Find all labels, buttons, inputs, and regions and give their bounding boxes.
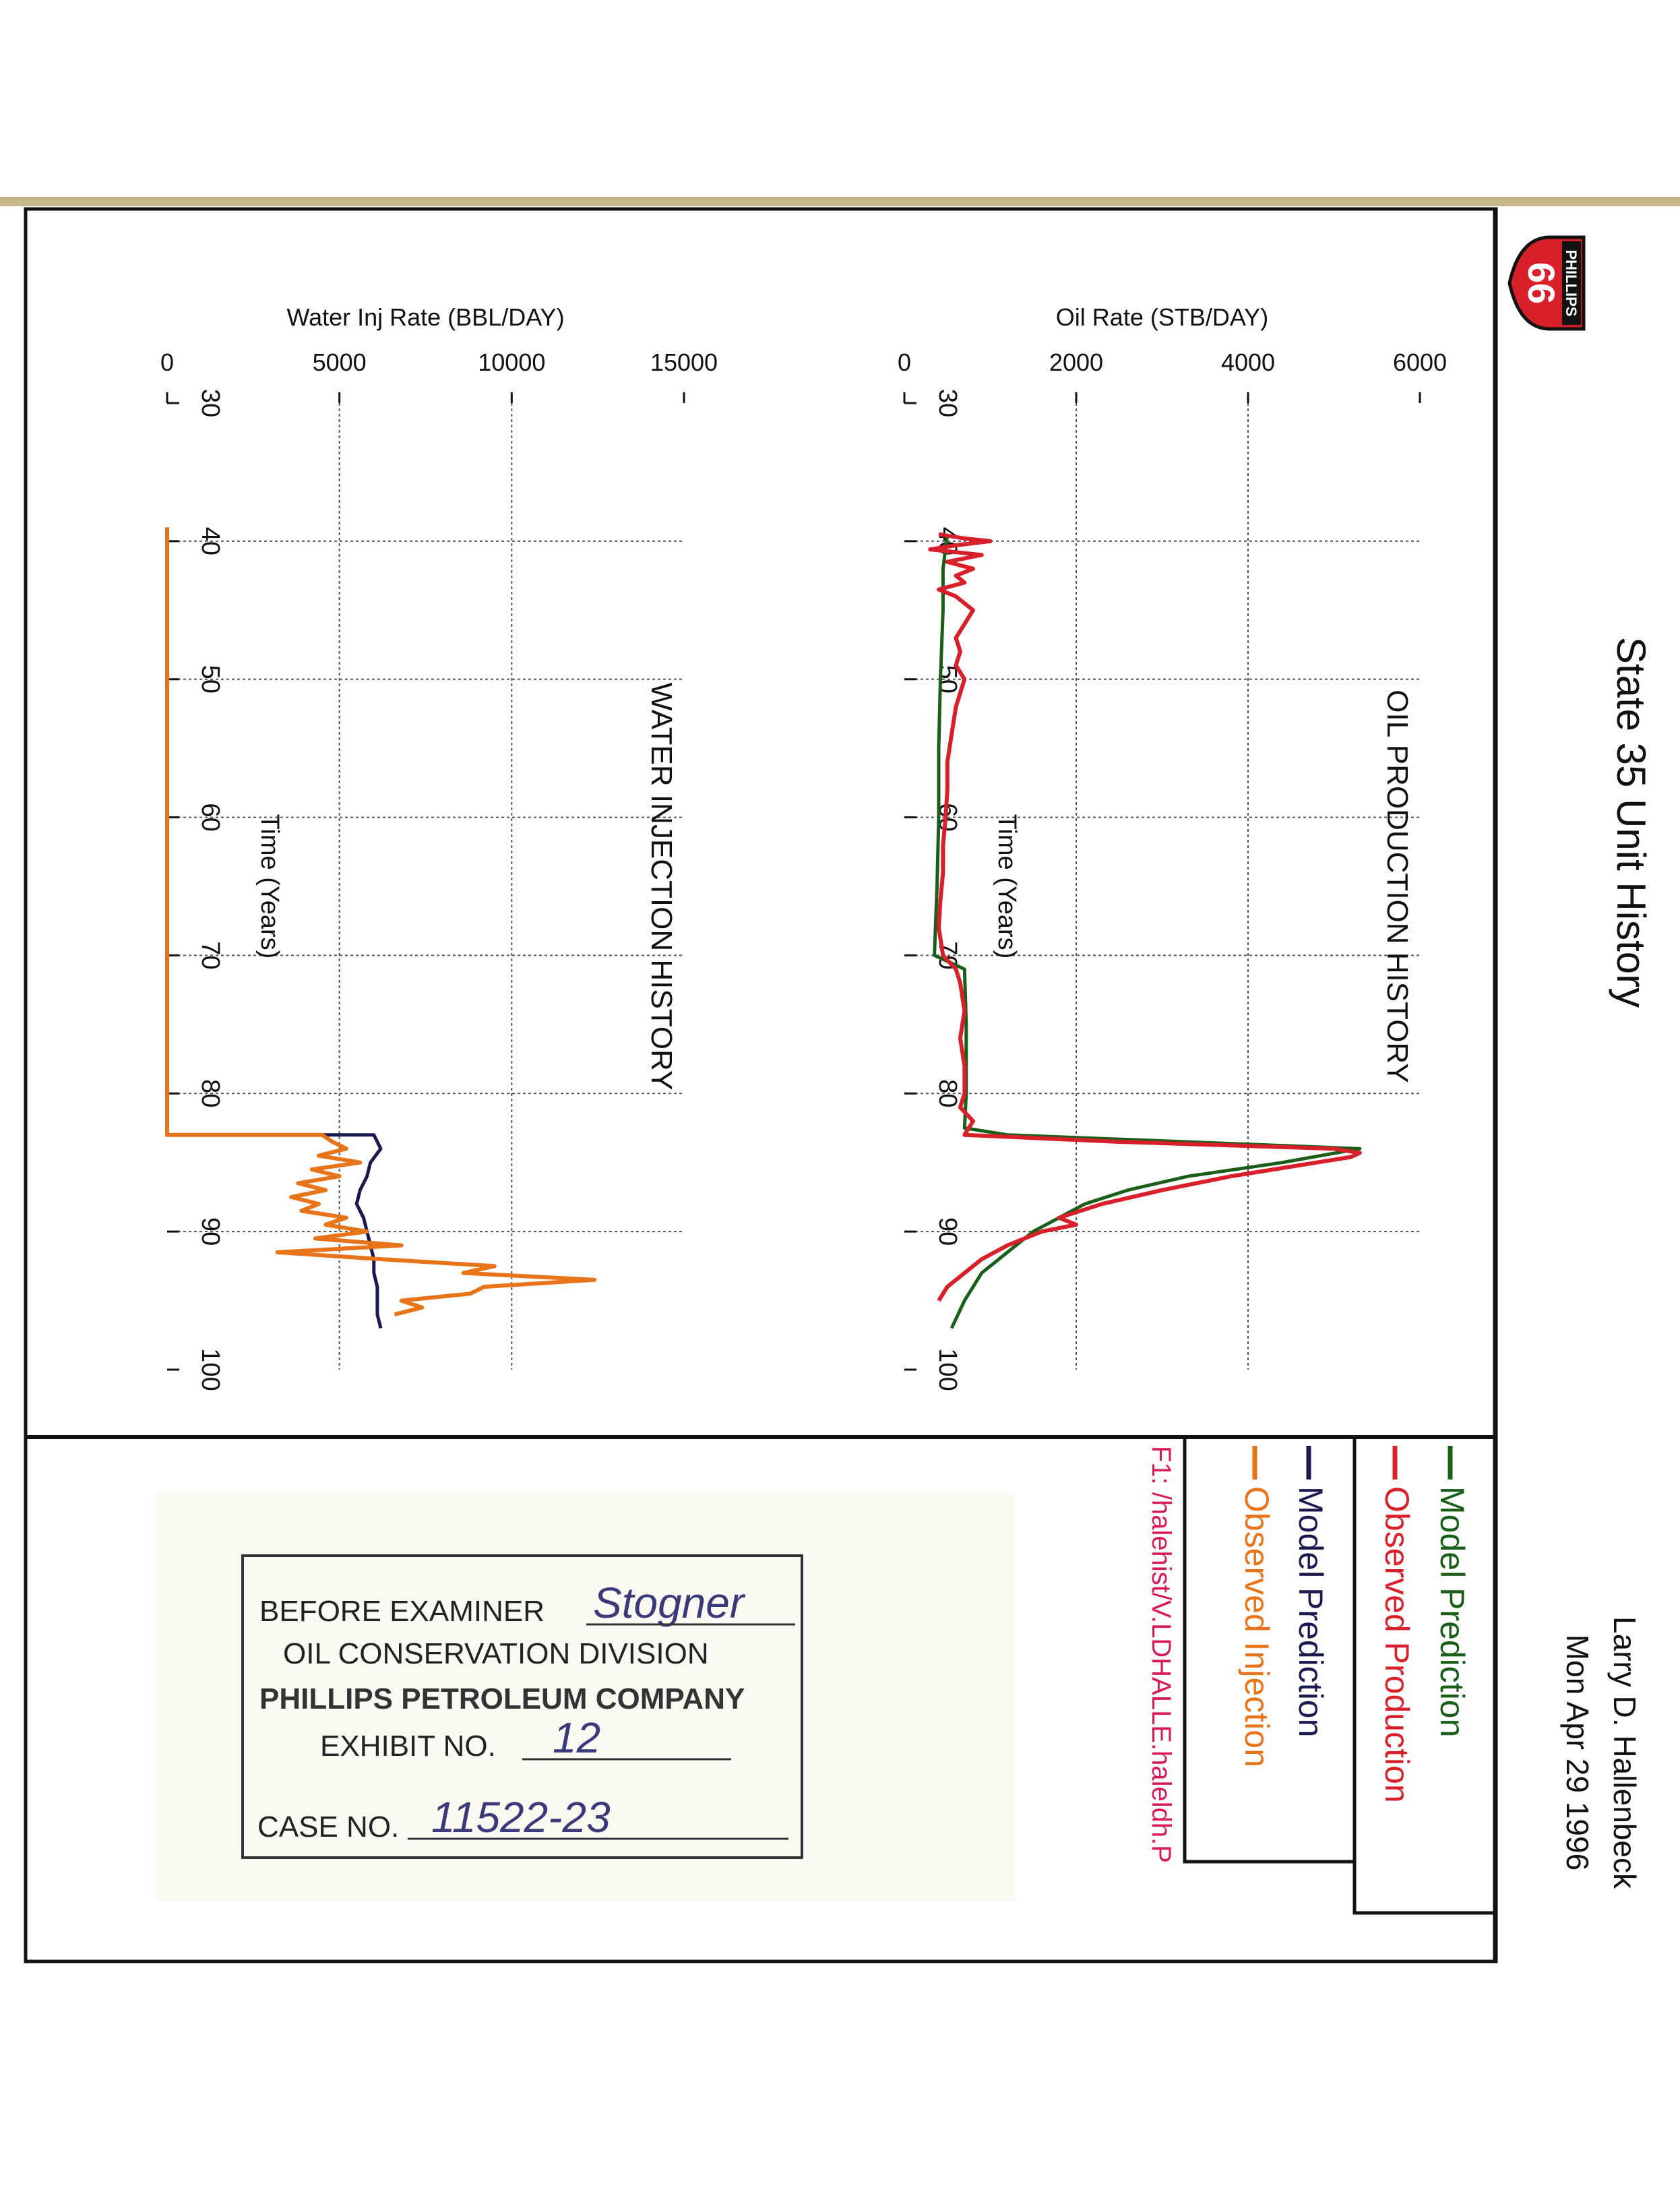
x-axis-label: Time (Years) xyxy=(255,814,284,959)
file-path: F1: /halehist/V.LDHALLE.haleldh.P xyxy=(1146,1446,1176,1863)
x-tick-label: 50 xyxy=(196,665,224,694)
page-title: State 35 Unit History xyxy=(1609,636,1654,1008)
x-axis-label: Time (Years) xyxy=(993,814,1021,959)
y-tick-label: 0 xyxy=(160,348,175,376)
x-tick-label: 100 xyxy=(196,1348,224,1391)
legend-label: Observed Production xyxy=(1378,1486,1416,1803)
stamp-examiner: Stogner xyxy=(593,1579,745,1627)
print-date: Mon Apr 29 1996 xyxy=(1560,1634,1595,1871)
y-tick-label: 5000 xyxy=(312,348,367,376)
x-tick-label: 90 xyxy=(933,1217,962,1246)
oil-production-chart xyxy=(898,303,1447,1391)
stamp-line1: BEFORE EXAMINER xyxy=(259,1595,545,1628)
legend-label: Observed Injection xyxy=(1238,1486,1276,1767)
stamp-exhibit-no: 12 xyxy=(553,1713,601,1762)
author-name: Larry D. Hallenbeck xyxy=(1607,1616,1642,1889)
logo-text: PHILLIPS xyxy=(1563,249,1580,317)
legend-item xyxy=(1433,1446,1471,1737)
phillips-66-logo xyxy=(1510,237,1584,329)
water-injection-chart xyxy=(160,303,718,1391)
x-tick-label: 90 xyxy=(196,1217,224,1246)
x-tick-label: 40 xyxy=(933,526,962,555)
stamp-exhibit-label: EXHIBIT NO. xyxy=(320,1730,496,1763)
x-tick-label: 50 xyxy=(933,665,962,694)
legend-item xyxy=(1238,1446,1276,1767)
legend-item xyxy=(1292,1446,1330,1737)
chart-title: WATER INJECTION HISTORY xyxy=(645,682,678,1091)
y-tick-label: 2000 xyxy=(1049,348,1104,376)
x-tick-label: 70 xyxy=(196,941,224,970)
series-line xyxy=(167,527,594,1314)
x-tick-label: 80 xyxy=(196,1079,224,1108)
y-tick-label: 4000 xyxy=(1220,348,1276,376)
legend-item xyxy=(1378,1446,1416,1803)
y-axis-label: Water Inj Rate (BBL/DAY) xyxy=(286,303,565,331)
x-tick-label: 40 xyxy=(196,526,224,555)
logo-number: 66 xyxy=(1520,262,1563,305)
x-tick-label: 30 xyxy=(933,388,962,418)
exhibit-stamp xyxy=(156,1493,1015,1901)
x-tick-label: 60 xyxy=(933,803,962,832)
x-tick-label: 30 xyxy=(196,388,224,418)
stamp-case-label: CASE NO. xyxy=(257,1810,400,1843)
y-tick-label: 10000 xyxy=(478,348,546,376)
chart-title: OIL PRODUCTION HISTORY xyxy=(1381,690,1414,1083)
legend-label: Model Prediction xyxy=(1433,1486,1471,1738)
x-tick-label: 100 xyxy=(933,1348,962,1391)
y-tick-label: 6000 xyxy=(1392,348,1448,376)
y-tick-label: 0 xyxy=(897,348,912,376)
x-tick-label: 60 xyxy=(196,803,224,832)
stamp-line2: OIL CONSERVATION DIVISION xyxy=(283,1637,709,1670)
stamp-case-no: 11522-23 xyxy=(431,1793,611,1841)
x-tick-label: 70 xyxy=(933,941,962,970)
stamp-line3: PHILLIPS PETROLEUM COMPANY xyxy=(259,1682,745,1715)
y-tick-label: 15000 xyxy=(650,348,718,376)
y-axis-label: Oil Rate (STB/DAY) xyxy=(1055,303,1269,331)
x-tick-label: 80 xyxy=(933,1079,962,1108)
legend-label: Model Prediction xyxy=(1292,1486,1330,1738)
